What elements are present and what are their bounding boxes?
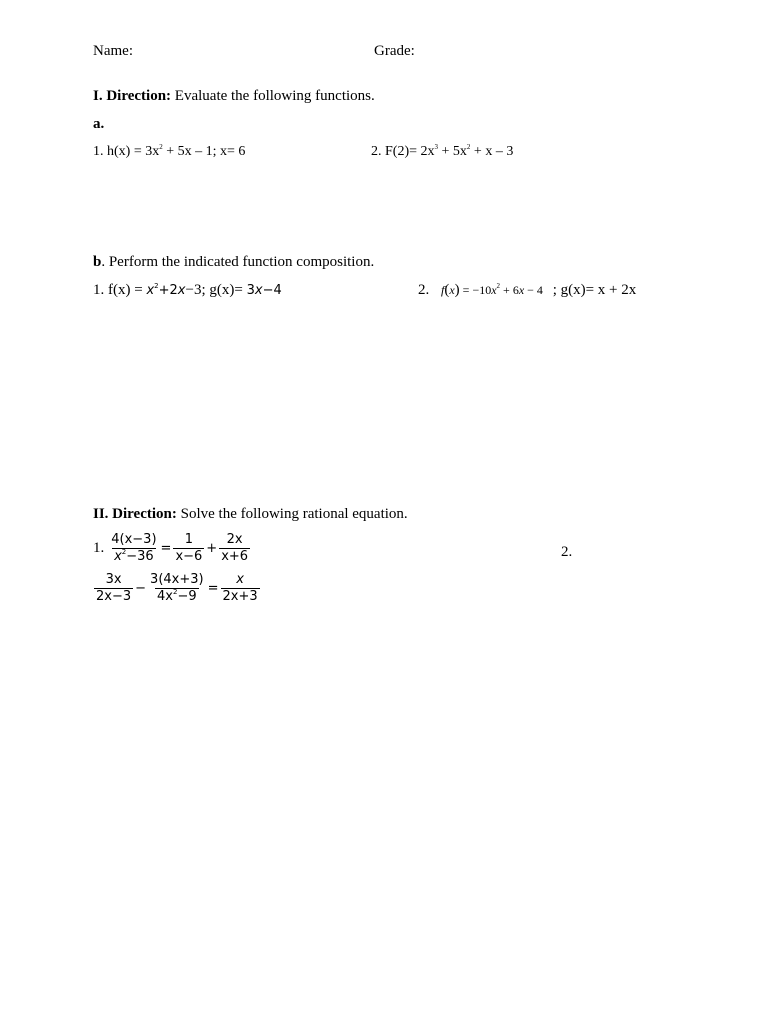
grade-label: Grade:	[374, 43, 415, 59]
fraction: $\frac{4(x-3)}{x^2-36}$	[111, 532, 157, 564]
part2-direction	[93, 507, 408, 522]
question-2-2: $\frac{3x}{2x-3}$ − $\frac{3(4x+3)}{4x^2-9}$ = $\frac{x}{2x+3}$	[96, 572, 258, 604]
fraction: $\frac{2x}{x+6}$	[221, 532, 249, 564]
fraction: $\frac{3x}{2x-3}$	[96, 572, 132, 604]
part2-direction-label: II. Direction:	[93, 506, 177, 522]
section-b-label: b	[93, 254, 102, 270]
part1-direction-text: Evaluate the following functions.	[174, 88, 375, 104]
question-2-1: 1. $\frac{4(x-3)}{x^2-36}$ = $\frac{1}{x-6}$ + $\frac{2x}{x+6}$	[93, 532, 249, 564]
question-2-2-number: 2.	[561, 544, 573, 560]
fraction: $\frac{1}{x-6}$	[175, 532, 203, 564]
question-a1: 1. $h(x) = 3x^2 + 5x - 1$; x= 6	[93, 143, 246, 159]
fraction: $\frac{3(4x+3)}{4x^2-9}$	[150, 572, 204, 604]
section-b-heading	[93, 255, 374, 270]
question-a2: 2. $F(2)= 2x^3 + 5x^2 + x - 3$	[371, 143, 514, 159]
part1-direction	[93, 89, 375, 104]
name-label: Name:	[93, 43, 133, 59]
question-b1: 1. $f(x) = x^2+2x-3$; g(x)= 3x−4	[93, 282, 282, 298]
section-a-label: a.	[93, 116, 105, 132]
section-b-text: . Perform the indicated function composition.	[101, 254, 375, 270]
part1-direction-label: I. Direction:	[93, 88, 172, 104]
fraction: $\frac{x}{2x+3}$	[222, 572, 258, 604]
part2-direction-text: Solve the following rational equation.	[180, 506, 408, 522]
question-b2: 2. $f(x) = -10x^2 + 6x - 4$ ; g(x)= x + 2x	[418, 282, 637, 298]
